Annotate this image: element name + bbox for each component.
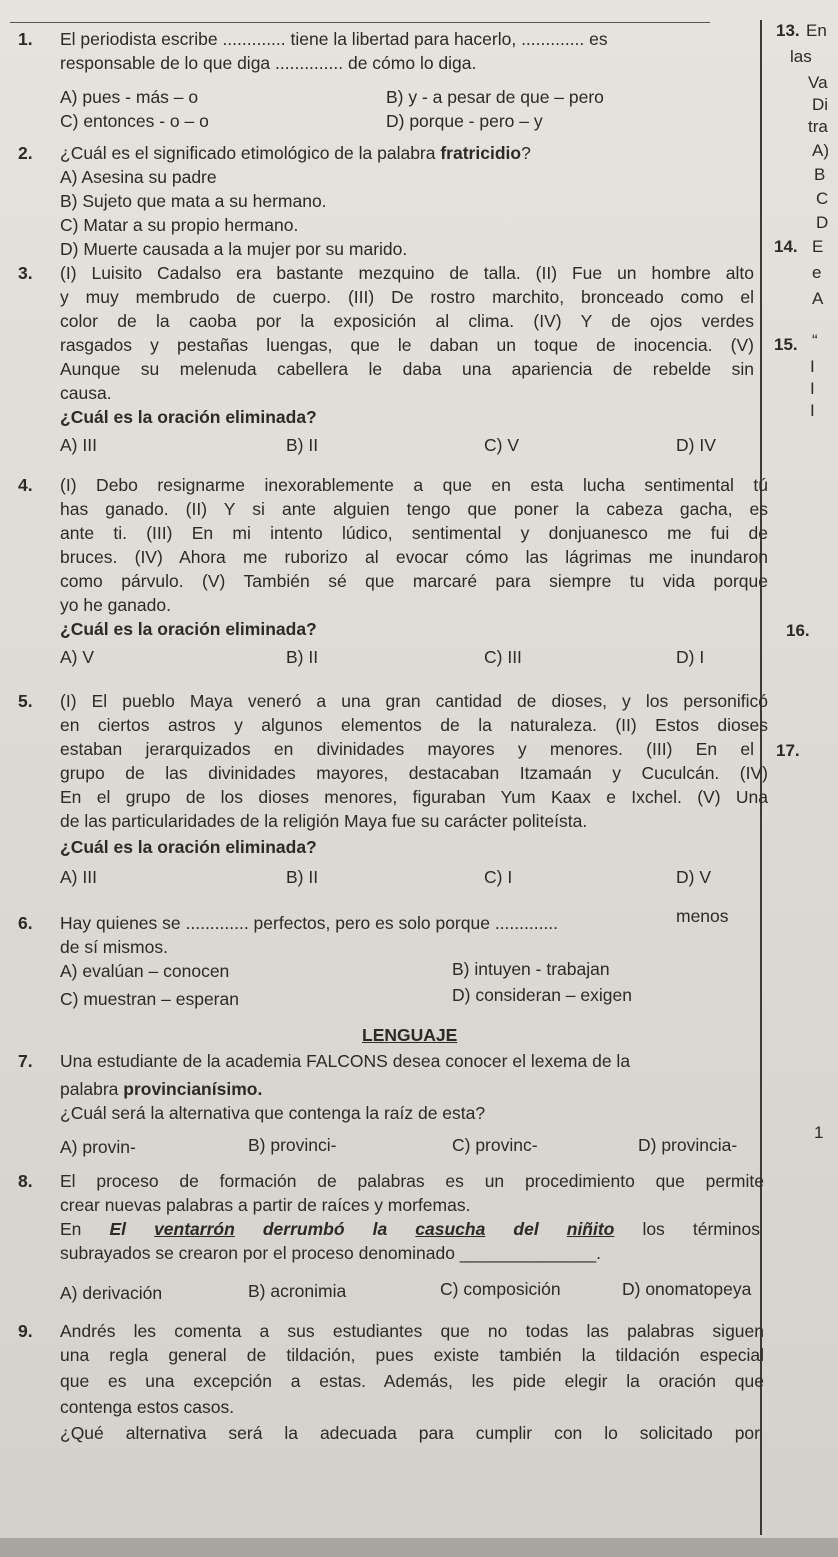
q7-option-a[interactable]: A) provin- [60,1137,136,1157]
q4-line-6: yo he ganado. [60,595,171,615]
r-frag-12: I [810,379,815,398]
r-frag-13: En [806,21,827,40]
q2-number: 2. [18,143,33,163]
q5-option-a[interactable]: A) III [60,867,97,887]
q8-w-ventarron: ventarrón [154,1219,235,1239]
r-frag-10: A [812,289,824,308]
q2-option-d[interactable]: D) Muerte causada a la mujer por su marido. [60,239,408,259]
q8-number: 8. [18,1171,33,1191]
q8-line4: subrayados se crearon por el proceso denominado ______________. [60,1243,601,1263]
q5-line-3: estaban jerarquizados en divinidades mayores y menores. (III) En el [60,739,754,759]
r-num-13: 13. [776,21,800,40]
q5-line-6: de las particularidades de la religión Maya fue su carácter politeísta. [60,811,588,831]
q7-line2 [60,1078,262,1100]
q1-option-c[interactable]: C) entonces - o – o [60,111,209,131]
q8-w-ninito: niñito [566,1219,615,1239]
q5-option-d[interactable]: D) V [676,867,711,887]
q3-option-c[interactable]: C) V [484,435,519,455]
q2-stem-pre: ¿Cuál es el significado etimológico de la palabra [60,143,441,163]
q7-line2-pre: palabra [60,1079,124,1099]
q2-stem [60,142,531,164]
q5-option-b[interactable]: B) II [286,867,319,887]
r-frag-6: B [814,165,826,184]
q4-option-a[interactable]: A) V [60,647,95,667]
top-rule [10,22,710,23]
q4-line-1: (I) Debo resignarme inexorablemente a que en esta lucha sentimental tú [60,475,768,495]
q7-number: 7. [18,1051,33,1071]
q1-option-b[interactable]: B) y - a pesar de que – pero [386,87,604,107]
q9-line-1: Andrés les comenta a sus estudiantes que no todas las palabras siguen [60,1321,764,1341]
q7-line3: ¿Cuál será la alternativa que contenga la raíz de esta? [60,1103,486,1123]
r-frag-9: e [812,263,822,282]
q8-w-casucha: casucha [415,1219,486,1239]
q2-option-b[interactable]: B) Sujeto que mata a su hermano. [60,191,327,211]
q3-line-6: causa. [60,383,112,403]
q1-option-a[interactable]: A) pues - más – o [60,87,199,107]
r-frag-14: E [812,237,824,256]
r-num-17: 17. [776,741,800,760]
q4-number: 4. [18,475,33,495]
q8-w-la: la [372,1219,388,1239]
q1-number: 1. [18,29,33,49]
r-frag-15: “ [812,331,818,350]
q8-w-los: los [642,1219,665,1239]
q8-w-del: del [513,1219,539,1239]
q8-w-derrumbo: derrumbó [262,1219,345,1239]
q3-line-1: (I) Luisito Cadalso era bastante mezquino de talla. (II) Fue un hombre alto [60,263,754,283]
q5-number: 5. [18,691,33,711]
r-num-16: 16. [786,621,810,640]
q9-line-3: que es una excepción a estas. Además, les pide elegir la oración que [60,1371,764,1391]
q3-line-3: color de la caoba por la exposición al clima. (IV) Y de ojos verdes [60,311,754,331]
q7-line1: Una estudiante de la academia FALCONS desea conocer el lexema de la [60,1051,631,1071]
q9-line-5: ¿Qué alternativa será la adecuada para cumplir con lo solicitado por [60,1423,760,1443]
q7-line2-word: provincianísimo. [123,1079,263,1099]
q4-question: ¿Cuál es la oración eliminada? [60,619,317,639]
q6-line2: de sí mismos. [60,937,168,957]
q2-stem-word: fratricidio [440,143,522,163]
q8-option-d[interactable]: D) onomatopeya [622,1279,752,1299]
q6-option-b[interactable]: B) intuyen - trabajan [452,959,610,979]
q5-line-5: En el grupo de los dioses menores, figuraban Yum Kaax e Ixchel. (V) Una [60,787,768,807]
section-title: LENGUAJE [362,1025,458,1045]
q5-line-2: en ciertos astros y algunos elementos de la naturaleza. (II) Estos dioses [60,715,768,735]
r-frag-13b: I [810,401,815,420]
q8-option-c[interactable]: C) composición [440,1279,561,1299]
q6-option-c[interactable]: C) muestran – esperan [60,989,239,1009]
q5-option-c[interactable]: C) I [484,867,513,887]
q5-question: ¿Cuál es la oración eliminada? [60,837,317,857]
q9-number: 9. [18,1321,33,1341]
q4-line-3: ante ti. (III) En mi intento lúdico, sentimental y donjuanesco me fui de [60,523,768,543]
q9-line-4: contenga estos casos. [60,1397,235,1417]
q4-option-d[interactable]: D) I [676,647,705,667]
q3-option-a[interactable]: A) III [60,435,97,455]
q8-w-el: El [109,1219,127,1239]
q1-line2: responsable de lo que diga .............. de cómo lo diga. [60,53,477,73]
r-frag-8: D [816,213,829,232]
q4-line-2: has ganado. (II) Y si ante alguien tengo que poner la cabeza gacha, es [60,499,768,519]
q1-line1: El periodista escribe ............. tiene la libertad para hacerlo, ............. es [60,29,608,49]
r-frag-5: A) [812,141,829,160]
q5-line-4: grupo de las divinidades mayores, destacaban Itzamaán y Cuculcán. (IV) [60,763,768,783]
q4-option-b[interactable]: B) II [286,647,319,667]
r-frag-1: las [790,47,812,66]
q6-option-a[interactable]: A) evalúan – conocen [60,961,230,981]
bottom-edge [0,1538,838,1557]
r-frag-14b: 1 [814,1123,824,1142]
r-frag-4: tra [808,117,828,136]
q4-option-c[interactable]: C) III [484,647,522,667]
q3-line-2: y muy membrudo de cuerpo. (III) De rostro marchito, bronceado como el [60,287,754,307]
q2-stem-post: ? [521,143,531,163]
q7-option-b[interactable]: B) provinci- [248,1135,337,1155]
q3-line-4: rasgados y pestañas luengas, que le daban un toque de inocencia. (V) [60,335,754,355]
r-frag-11: I [810,357,815,376]
q1-option-d[interactable]: D) porque - pero – y [386,111,543,131]
r-num-14: 14. [774,237,798,256]
q8-line2: crear nuevas palabras a partir de raíces y morfemas. [60,1195,471,1215]
q9-line-2: una regla general de tildación, pues existe también la tildación especial [60,1345,764,1365]
q5-line-1: (I) El pueblo Maya veneró a una gran cantidad de dioses, y los personificó [60,691,768,711]
q6-option-d[interactable]: D) consideran – exigen [452,985,632,1005]
q8-line1: El proceso de formación de palabras es un procedimiento que permite [60,1171,764,1191]
q7-option-c[interactable]: C) provinc- [452,1135,538,1155]
q3-line-5: Aunque su melenuda cabellera le daba una apariencia de rebelde sin [60,359,754,379]
q2-option-c[interactable]: C) Matar a su propio hermano. [60,215,299,235]
q6-line1-end: menos [676,906,729,926]
r-frag-3: Di [812,95,829,114]
r-num-15: 15. [774,335,798,354]
q8-w-en: En [60,1219,82,1239]
q8-w-terminos: términos [692,1219,760,1239]
q3-number: 3. [18,263,33,283]
q8-option-b[interactable]: B) acronimia [248,1281,347,1301]
r-frag-7: C [816,189,829,208]
q6-number: 6. [18,913,33,933]
q3-option-b[interactable]: B) II [286,435,319,455]
r-frag-2: Va [808,73,828,92]
q3-question: ¿Cuál es la oración eliminada? [60,407,317,427]
q6-line1: Hay quienes se ............. perfectos, pero es solo porque ............. [60,913,559,933]
q8-line3 [60,1218,760,1240]
q4-line-4: bruces. (IV) Ahora me ruborizo al evocar cómo las lágrimas me inundaron [60,547,768,567]
q8-option-a[interactable]: A) derivación [60,1283,163,1303]
q7-option-d[interactable]: D) provincia- [638,1135,738,1155]
q2-option-a[interactable]: A) Asesina su padre [60,167,217,187]
q3-option-d[interactable]: D) IV [676,435,716,455]
q4-line-5: como párvulo. (V) También sé que marcaré para siempre tu vida porque [60,571,768,591]
